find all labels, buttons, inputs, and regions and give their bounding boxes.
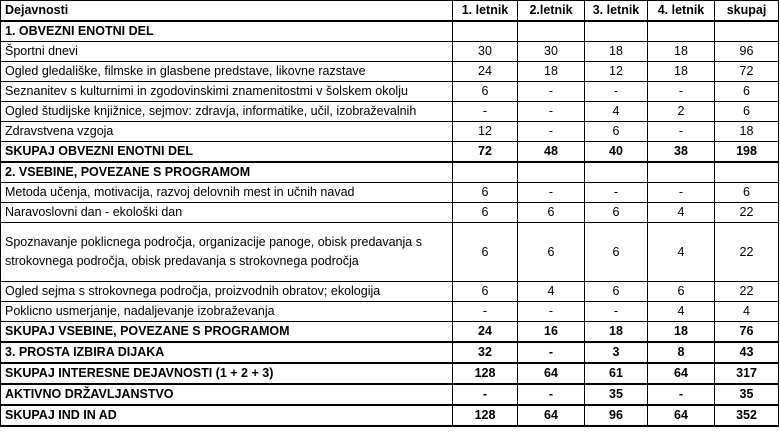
- year-3-cell: 6: [585, 122, 648, 142]
- header-year-2: 2.letnik: [518, 1, 585, 22]
- year-1-cell: 6: [453, 282, 518, 302]
- year-2-cell: 6: [518, 223, 585, 282]
- year-4-cell: 18: [648, 322, 715, 343]
- activity-label: Ogled sejma s strokovnega področja, proizvodnih obratov; ekologija: [1, 282, 453, 302]
- year-2-cell: 18: [518, 62, 585, 82]
- year-4-cell: 38: [648, 142, 715, 163]
- activity-label: SKUPAJ INTERESNE DEJAVNOSTI (1 + 2 + 3): [1, 363, 453, 384]
- year-3-cell: -: [585, 82, 648, 102]
- total-cell: 317: [715, 363, 779, 384]
- year-1-cell: 24: [453, 322, 518, 343]
- activity-label: 1. OBVEZNI ENOTNI DEL: [1, 21, 453, 42]
- year-2-cell: -: [518, 122, 585, 142]
- activity-label: SKUPAJ OBVEZNI ENOTNI DEL: [1, 142, 453, 163]
- total-cell: 76: [715, 322, 779, 343]
- table-row: [1, 183, 779, 203]
- header-total: skupaj: [715, 1, 779, 22]
- activity-label: Ogled študijske knjižnice, sejmov: zdravja, informatike, učil, izobraževalnih: [1, 102, 453, 122]
- activity-label: Seznanitev s kulturnimi in zgodovinskimi znamenitostmi v šolskem okolju: [1, 82, 453, 102]
- year-4-cell: 4: [648, 203, 715, 223]
- total-row: [1, 363, 779, 384]
- year-2-cell: 30: [518, 42, 585, 62]
- year-1-cell: 128: [453, 363, 518, 384]
- total-cell: 35: [715, 384, 779, 405]
- table-row: [1, 122, 779, 142]
- activity-label: Naravoslovni dan - ekološki dan: [1, 203, 453, 223]
- year-4-cell: -: [648, 384, 715, 405]
- year-2-cell: -: [518, 102, 585, 122]
- year-3-cell: 6: [585, 203, 648, 223]
- total-cell: 18: [715, 122, 779, 142]
- year-4-cell: -: [648, 82, 715, 102]
- year-2-cell: 64: [518, 363, 585, 384]
- year-1-cell: 24: [453, 62, 518, 82]
- year-2-cell: -: [518, 183, 585, 203]
- total-row: [1, 405, 779, 426]
- year-4-cell: 8: [648, 342, 715, 363]
- year-2-cell: 16: [518, 322, 585, 343]
- year-1-cell: [453, 21, 518, 42]
- year-3-cell: -: [585, 183, 648, 203]
- section-row: [1, 21, 779, 42]
- header-year-1: 1. letnik: [453, 1, 518, 22]
- year-4-cell: -: [648, 122, 715, 142]
- activity-label: SKUPAJ IND IN AD: [1, 405, 453, 426]
- year-3-cell: 6: [585, 282, 648, 302]
- total-cell: [715, 162, 779, 183]
- total-cell: 72: [715, 62, 779, 82]
- total-row: [1, 142, 779, 163]
- total-cell: 198: [715, 142, 779, 163]
- total-cell: 22: [715, 203, 779, 223]
- year-3-cell: 40: [585, 142, 648, 163]
- activity-label: Športni dnevi: [1, 42, 453, 62]
- year-3-cell: 12: [585, 62, 648, 82]
- total-cell: [715, 21, 779, 42]
- header-activity: Dejavnosti: [1, 1, 453, 22]
- year-4-cell: 4: [648, 223, 715, 282]
- year-1-cell: 12: [453, 122, 518, 142]
- year-4-cell: 64: [648, 363, 715, 384]
- year-3-cell: 18: [585, 322, 648, 343]
- year-1-cell: 6: [453, 183, 518, 203]
- total-cell: 96: [715, 42, 779, 62]
- year-2-cell: -: [518, 384, 585, 405]
- year-4-cell: 18: [648, 62, 715, 82]
- table-row: [1, 302, 779, 322]
- activity-label: 2. VSEBINE, POVEZANE S PROGRAMOM: [1, 162, 453, 183]
- table-row: [1, 282, 779, 302]
- year-4-cell: 64: [648, 405, 715, 426]
- table-row: [1, 102, 779, 122]
- year-4-cell: 18: [648, 42, 715, 62]
- table-row: [1, 82, 779, 102]
- year-1-cell: 6: [453, 203, 518, 223]
- total-row: [1, 384, 779, 405]
- year-4-cell: 2: [648, 102, 715, 122]
- year-3-cell: 61: [585, 363, 648, 384]
- year-2-cell: 48: [518, 142, 585, 163]
- total-cell: 43: [715, 342, 779, 363]
- year-3-cell: [585, 21, 648, 42]
- year-4-cell: 4: [648, 302, 715, 322]
- header-year-4: 4. letnik: [648, 1, 715, 22]
- total-cell: 22: [715, 282, 779, 302]
- year-3-cell: 96: [585, 405, 648, 426]
- activity-label: Ogled gledališke, filmske in glasbene predstave, likovne razstave: [1, 62, 453, 82]
- year-2-cell: -: [518, 342, 585, 363]
- total-cell: 22: [715, 223, 779, 282]
- activity-label: Zdravstvena vzgoja: [1, 122, 453, 142]
- activity-label: 3. PROSTA IZBIRA DIJAKA: [1, 342, 453, 363]
- year-3-cell: 3: [585, 342, 648, 363]
- year-3-cell: [585, 162, 648, 183]
- activity-label: AKTIVNO DRŽAVLJANSTVO: [1, 384, 453, 405]
- total-row: [1, 342, 779, 363]
- activity-label: Spoznavanje poklicnega področja, organizacije panoge, obisk predavanja s strokovnega področja, obisk predavanja s strokovnega področja: [1, 223, 453, 282]
- year-2-cell: 64: [518, 405, 585, 426]
- total-cell: 352: [715, 405, 779, 426]
- year-1-cell: 32: [453, 342, 518, 363]
- year-4-cell: 6: [648, 282, 715, 302]
- header-year-3: 3. letnik: [585, 1, 648, 22]
- table-row: [1, 223, 779, 282]
- year-1-cell: 30: [453, 42, 518, 62]
- total-cell: 6: [715, 82, 779, 102]
- year-3-cell: 35: [585, 384, 648, 405]
- total-cell: 6: [715, 102, 779, 122]
- activity-label: Poklicno usmerjanje, nadaljevanje izobraževanja: [1, 302, 453, 322]
- table-row: [1, 42, 779, 62]
- year-2-cell: [518, 162, 585, 183]
- year-1-cell: [453, 162, 518, 183]
- year-3-cell: 18: [585, 42, 648, 62]
- header-row: [1, 1, 779, 22]
- total-cell: 6: [715, 183, 779, 203]
- table-body: [1, 1, 779, 427]
- year-2-cell: -: [518, 82, 585, 102]
- year-1-cell: 128: [453, 405, 518, 426]
- table-row: [1, 62, 779, 82]
- year-3-cell: -: [585, 302, 648, 322]
- year-1-cell: -: [453, 302, 518, 322]
- year-2-cell: 4: [518, 282, 585, 302]
- year-1-cell: 6: [453, 82, 518, 102]
- year-1-cell: 6: [453, 223, 518, 282]
- total-cell: 4: [715, 302, 779, 322]
- activity-label: SKUPAJ VSEBINE, POVEZANE S PROGRAMOM: [1, 322, 453, 343]
- total-row: [1, 322, 779, 343]
- year-2-cell: [518, 21, 585, 42]
- year-2-cell: -: [518, 302, 585, 322]
- year-4-cell: [648, 162, 715, 183]
- activity-label: Metoda učenja, motivacija, razvoj delovnih mest in učnih navad: [1, 183, 453, 203]
- table-row: [1, 203, 779, 223]
- year-1-cell: -: [453, 102, 518, 122]
- year-4-cell: -: [648, 183, 715, 203]
- year-1-cell: -: [453, 384, 518, 405]
- section-row: [1, 162, 779, 183]
- year-3-cell: 4: [585, 102, 648, 122]
- year-2-cell: 6: [518, 203, 585, 223]
- year-1-cell: 72: [453, 142, 518, 163]
- year-3-cell: 6: [585, 223, 648, 282]
- year-4-cell: [648, 21, 715, 42]
